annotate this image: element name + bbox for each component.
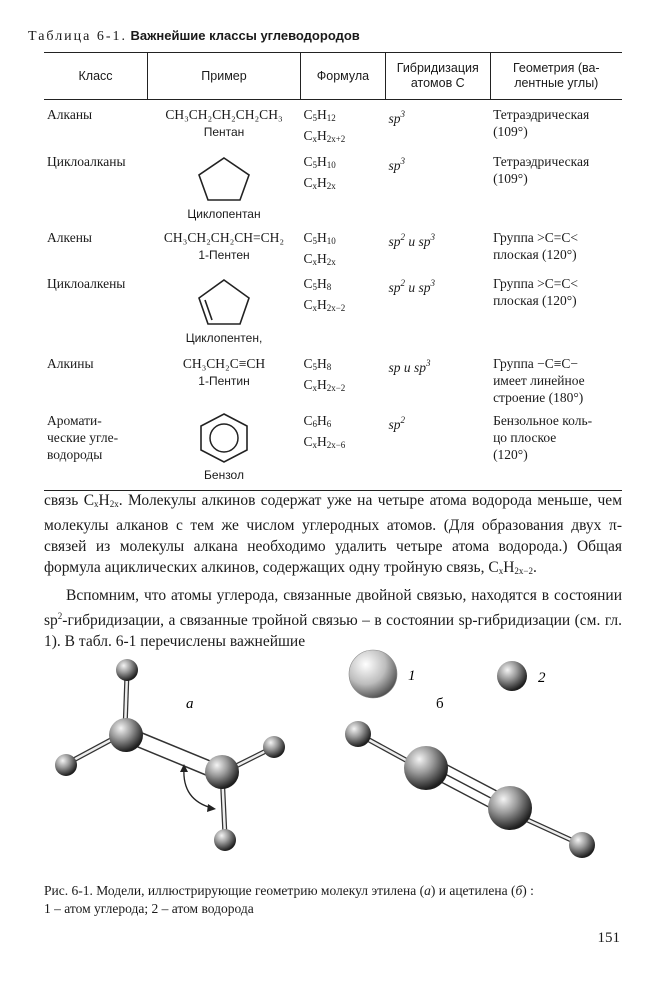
carbon-atom-legend xyxy=(349,650,397,698)
paragraph-alkynes: связь $C_xH_{2x}$. Молекулы алкинов содержат уже на четыре атома водорода меньше, чем молекулы алканов с тем же числом углеродных атомов. (Для образования двух π-связей из молекулы алкана необходимо удалить четыре атома водорода.) Общая формула ациклических алкинов, содержащих одну тройную связь, $C_xH_{2x-2}$. xyxy=(44,492,622,576)
table-row xyxy=(44,148,622,223)
paragraph-hybridization: Вспомним, что атомы углерода, связанные двойной связью, находятся в состоянии $sp^2$-гибридизации, а связанные тройной связью – в состоянии sp-гибридизации (см. гл. 1). В табл. 6-1 перечислены важнейшие xyxy=(44,587,622,650)
geometry-cell: Тетраэдрическая (109°) xyxy=(493,107,590,139)
example-cell: CH₃CH₂C≡CH 1-Пентин xyxy=(182,356,266,388)
geometry-cell: Группа −C≡C− имеет линейное строение (180°) xyxy=(493,356,585,405)
class-cell: Алкены xyxy=(47,230,92,245)
header-formula: Формула xyxy=(300,53,385,100)
table-row xyxy=(44,271,622,347)
geometry-cell: Тетраэдрическая (109°) xyxy=(493,154,590,186)
hydrogen-atom-legend xyxy=(497,661,527,691)
header-geometry: Геометрия (ва- лентные углы) xyxy=(490,53,622,100)
benzene-icon xyxy=(196,412,252,464)
example-cell: Циклопентан xyxy=(148,148,301,223)
geometry-cell: Группа >C=C< плоская (120°) xyxy=(493,230,579,262)
atom-legend xyxy=(349,650,546,712)
example-cell: Циклопентен, xyxy=(148,271,301,347)
hydrocarbons-table xyxy=(44,52,622,491)
class-cell: Циклоалканы xyxy=(47,154,126,169)
class-cell: Циклоалкены xyxy=(47,276,126,291)
legend-label-2: 2 xyxy=(538,670,546,686)
table-row xyxy=(44,347,622,406)
class-cell: Алканы xyxy=(47,107,93,122)
cyclopentane-icon xyxy=(194,155,254,203)
formula-cell: $C_5H_{10}$ $C_xH_{2x}$ xyxy=(303,230,336,267)
geometry-cell: Бензольное коль- цо плоское (120°) xyxy=(490,406,622,491)
figure-caption: Рис. 6-1. Модели, иллюстрирующие геометрию молекул этилена (а) и ацетилена (б) : 1 – атом углерода; 2 – атом водорода xyxy=(44,883,534,916)
formula-cell: $C_5H_8$ $C_xH_{2x-2}$ xyxy=(303,276,346,313)
table-row xyxy=(44,100,622,149)
hydrogen-atom xyxy=(214,829,236,851)
header-example: Пример xyxy=(148,53,301,100)
class-cell: Аромати- ческие угле- водороды xyxy=(44,406,148,491)
hybridization-cell: $sp^3$ xyxy=(388,109,405,126)
label-a: а xyxy=(186,696,194,712)
hydrogen-atom xyxy=(569,832,595,858)
table-number: Таблица 6-1. xyxy=(28,29,128,44)
hybridization-cell: $sp^2$ и $sp^3$ xyxy=(388,278,435,295)
header-class: Класс xyxy=(44,53,148,100)
example-cell: Бензол xyxy=(148,406,301,491)
formula-cell: $C_5H_{10}$ $C_xH_{2x}$ xyxy=(303,154,336,191)
example-cell: CH₃CH₂CH₂CH₂CH₃ Пентан xyxy=(165,107,283,139)
geometry-cell: Группа >C=C< плоская (120°) xyxy=(493,276,579,308)
legend-label-1: 1 xyxy=(408,668,416,684)
cyclopentene-icon xyxy=(194,277,254,327)
hybridization-cell: sp и $sp^3$ xyxy=(388,358,431,375)
table-caption xyxy=(28,28,360,45)
carbon-atom xyxy=(205,755,239,789)
hydrogen-atom xyxy=(263,736,285,758)
ethylene-model xyxy=(55,659,285,851)
acetylene-model xyxy=(345,721,595,858)
table-row xyxy=(44,223,622,271)
table-title: Важнейшие классы углеводородов xyxy=(130,28,360,43)
hydrogen-atom xyxy=(55,754,77,776)
hydrogen-atom xyxy=(345,721,371,747)
table-row xyxy=(44,406,622,491)
carbon-atom xyxy=(109,718,143,752)
label-b: б xyxy=(436,696,444,712)
formula-cell: $C_6H_6$ $C_xH_{2x-6}$ xyxy=(300,406,385,491)
hybridization-cell: $sp^3$ xyxy=(388,156,405,173)
class-cell: Алкины xyxy=(47,356,94,371)
carbon-atom xyxy=(404,746,448,790)
hydrogen-atom xyxy=(116,659,138,681)
molecular-models-figure xyxy=(0,640,662,880)
formula-cell: $C_5H_{12}$ $C_xH_{2x+2}$ xyxy=(303,107,346,144)
page-number: 151 xyxy=(597,930,620,946)
hybridization-cell: $sp^2$ xyxy=(385,406,490,491)
carbon-atom xyxy=(488,786,532,830)
formula-cell: $C_5H_8$ $C_xH_{2x-2}$ xyxy=(303,356,346,393)
example-cell: CH₃CH₂CH₂CH=CH₂ 1-Пентен xyxy=(163,230,285,262)
header-hybridization: Гибридизация атомов С xyxy=(385,53,490,100)
hybridization-cell: $sp^2$ и $sp^3$ xyxy=(388,232,435,249)
